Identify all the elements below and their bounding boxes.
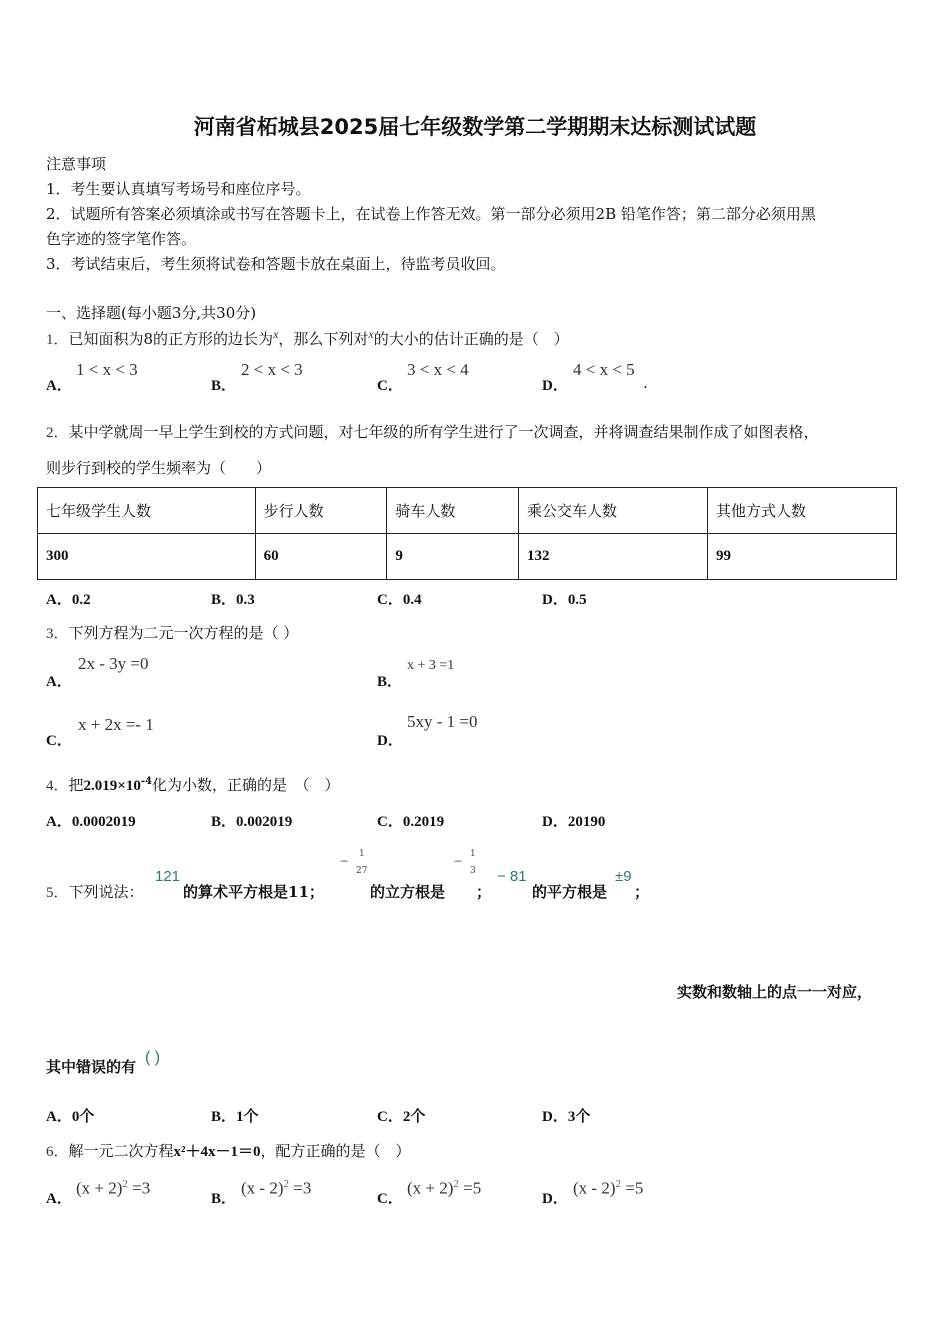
q5-option-b-label: B． — [211, 1109, 237, 1125]
q6-option-a-exp: 2 — [122, 1178, 128, 1190]
table-header-cell: 七年级学生人数 — [38, 488, 256, 534]
q3-option-b-label: B． — [377, 674, 403, 690]
question-4-text-b: 化为小数，正确的是 （ ） — [151, 776, 340, 794]
q5-option-a — [46, 1105, 94, 1126]
section-heading: 一、选择题(每小题3分,共30分) — [46, 304, 257, 322]
question-2-line-1 — [46, 421, 819, 442]
q6-option-c-base: (x + 2) — [407, 1178, 454, 1198]
question-4-exponent: -4 — [140, 776, 152, 787]
question-1-text-b: ，那么下列对 — [278, 330, 369, 348]
notice-item-2: 2．试题所有答案必须填涂或书写在答题卡上，在试卷上作答无效。第一部分必须用2B 铅笔作答；第二部分必须用黑 — [46, 205, 816, 223]
q5-option-c-text: 2个 — [402, 1109, 426, 1125]
q5-text-c: 的立方根是 — [370, 883, 446, 901]
question-3-number: 3． — [46, 626, 69, 642]
q3-option-d-label: D． — [377, 733, 403, 749]
q2-option-c — [377, 588, 422, 609]
q6-option-c-exp: 2 — [453, 1178, 459, 1190]
question-6-equation: x²＋4x－1＝0 — [173, 1144, 261, 1160]
q4-option-b-text: 0.002019 — [236, 814, 293, 830]
q5-line-3: 其中错误的有 — [46, 1058, 137, 1076]
q5-option-d-text: 3个 — [567, 1109, 591, 1125]
q5-option-c-label: C． — [377, 1109, 403, 1125]
q2-option-c-text: 0.4 — [402, 592, 422, 608]
q4-option-c-text: 0.2019 — [402, 814, 445, 830]
q6-option-b-base: (x - 2) — [241, 1178, 284, 1198]
q4-option-d-label: D． — [542, 814, 568, 830]
question-4-value: 2.019×10 — [83, 778, 141, 794]
question-1-number: 1． — [46, 332, 69, 348]
q1-option-c: 3 < x < 4 — [407, 360, 469, 379]
table-header-row — [38, 488, 897, 534]
q4-option-d-text: 20190 — [567, 814, 606, 830]
q5-neg-1: − — [340, 854, 349, 870]
q5-line-2: 实数和数轴上的点一一对应， — [677, 983, 873, 1001]
q6-option-d — [573, 1178, 643, 1199]
q5-option-d — [542, 1105, 590, 1126]
q4-option-a-text: 0.0002019 — [71, 814, 136, 830]
q5-value-121: 121 — [155, 868, 181, 885]
q4-option-d — [542, 810, 605, 831]
q2-option-b-text: 0.3 — [236, 592, 255, 608]
question-1-var-2: x — [368, 327, 374, 341]
q5-semicolon-1: ； — [476, 883, 492, 901]
question-3-text: 下列方程为二元一次方程的是（ ） — [68, 624, 299, 642]
q6-option-d-base: (x - 2) — [573, 1178, 616, 1198]
q4-option-b-label: B． — [211, 814, 237, 830]
q5-neg-2: − — [454, 854, 463, 870]
q6-option-b-label: B． — [211, 1191, 237, 1207]
q1-option-d: 4 < x < 5 — [573, 360, 635, 379]
q4-option-a — [46, 810, 136, 831]
q6-option-a — [76, 1178, 150, 1199]
question-4-text-a: 把 — [68, 776, 84, 794]
question-1 — [46, 327, 569, 349]
table-cell: 132 — [519, 534, 708, 580]
q4-option-b — [211, 810, 292, 831]
q1-option-b: 2 < x < 3 — [241, 360, 303, 379]
question-6-text-a: 解一元二次方程 — [68, 1142, 174, 1160]
q6-option-a-rhs: =3 — [132, 1178, 151, 1198]
q1-option-b-label: B． — [211, 378, 237, 394]
table-cell: 300 — [38, 534, 256, 580]
q3-option-a-label: A． — [46, 674, 72, 690]
q6-option-a-label: A． — [46, 1191, 72, 1207]
q1-option-d-label: D． — [542, 378, 568, 394]
q6-option-c-label: C． — [377, 1191, 403, 1207]
question-5-start — [46, 881, 144, 902]
question-4-number: 4． — [46, 778, 69, 794]
q6-option-d-rhs: =5 — [625, 1178, 644, 1198]
q1-option-c-label: C． — [377, 378, 403, 394]
q3-option-b: x + 3 =1 — [407, 658, 455, 673]
q3-option-c-label: C． — [46, 733, 72, 749]
q5-option-a-text: 0个 — [71, 1109, 95, 1125]
q2-option-c-label: C． — [377, 592, 403, 608]
q1-option-a: 1 < x < 3 — [76, 360, 138, 379]
q5-pm9: ±9 — [615, 868, 632, 885]
q4-option-c — [377, 810, 444, 831]
question-6 — [46, 1140, 411, 1161]
q2-option-b — [211, 588, 255, 609]
q2-option-a — [46, 588, 91, 609]
notice-item-3: 3．考试结束后，考生须将试卷和答题卡放在桌面上，待监考员收回。 — [46, 255, 506, 273]
question-3 — [46, 622, 298, 643]
question-1-text-c: 的大小的估计正确的是（ ） — [373, 330, 569, 348]
notice-item-1: 1．考生要认真填写考场号和座位序号。 — [46, 180, 311, 198]
notice-item-2-cont: 色字迹的签字笔作答。 — [46, 230, 197, 248]
q6-option-d-exp: 2 — [615, 1178, 621, 1190]
table-cell: 60 — [255, 534, 387, 580]
question-1-var: x — [273, 327, 279, 341]
q5-option-d-label: D． — [542, 1109, 568, 1125]
table-header-cell: 骑车人数 — [387, 488, 519, 534]
q5-text-d: 的平方根是 — [532, 883, 608, 901]
table-cell: 9 — [387, 534, 519, 580]
q1-period: . — [643, 374, 648, 392]
table-header-cell: 步行人数 — [255, 488, 387, 534]
q6-option-c — [407, 1178, 481, 1199]
q1-option-a-label: A． — [46, 378, 72, 394]
q2-option-a-label: A． — [46, 592, 72, 608]
q2-option-d — [542, 588, 587, 609]
question-1-text-a: 已知面积为8的正方形的边长为 — [68, 330, 274, 348]
question-5-text-a: 下列说法： — [68, 883, 144, 901]
q5-option-c — [377, 1105, 425, 1126]
question-5-number: 5． — [46, 885, 69, 901]
q3-option-d: 5xy - 1 =0 — [407, 712, 478, 731]
q2-option-a-text: 0.2 — [71, 592, 91, 608]
q6-option-b-rhs: =3 — [293, 1178, 312, 1198]
question-2-number: 2． — [46, 425, 69, 441]
q3-option-a: 2x - 3y =0 — [78, 654, 149, 673]
q2-option-d-label: D． — [542, 592, 568, 608]
question-2-text: 某中学就周一早上学生到校的方式问题，对七年级的所有学生进行了一次调查，并将调查结果制作成了如图表格， — [68, 423, 819, 441]
q5-frac2-den: 3 — [470, 866, 476, 876]
table-cell: 99 — [708, 534, 897, 580]
q6-option-b — [241, 1178, 311, 1199]
table-header-cell: 其他方式人数 — [708, 488, 897, 534]
page-title: 河南省柘城县2025届七年级数学第二学期期末达标测试试题 — [193, 115, 757, 139]
q2-option-b-label: B． — [211, 592, 237, 608]
q5-option-a-label: A． — [46, 1109, 72, 1125]
q6-option-c-rhs: =5 — [463, 1178, 482, 1198]
q5-text-b: 的算术平方根是11； — [183, 883, 324, 901]
survey-table — [37, 487, 897, 580]
notice-heading: 注意事项 — [46, 155, 107, 173]
question-6-number: 6． — [46, 1144, 69, 1160]
q2-option-d-text: 0.5 — [567, 592, 587, 608]
q5-option-b-text: 1个 — [236, 1109, 259, 1125]
q3-option-c: x + 2x =- 1 — [78, 715, 154, 734]
q5-frac2-num: 1 — [470, 849, 476, 859]
table-header-cell: 乘公交车人数 — [519, 488, 708, 534]
table-row — [38, 534, 897, 580]
q5-neg-81: − 81 — [497, 868, 527, 885]
question-2-line-2: 则步行到校的学生频率为（ ） — [46, 459, 272, 477]
q4-option-a-label: A． — [46, 814, 72, 830]
q5-option-b — [211, 1105, 259, 1126]
q5-semicolon-2: ； — [634, 883, 650, 901]
q5-frac1-num: 1 — [359, 849, 365, 859]
q6-option-a-base: (x + 2) — [76, 1178, 123, 1198]
q6-option-b-exp: 2 — [283, 1178, 289, 1190]
question-4 — [46, 774, 339, 795]
q5-paren: ( ) — [145, 1049, 161, 1066]
question-6-text-b: ，配方正确的是（ ） — [260, 1142, 411, 1160]
q6-option-d-label: D． — [542, 1191, 568, 1207]
q5-frac1-den: 27 — [356, 866, 368, 876]
q4-option-c-label: C． — [377, 814, 403, 830]
